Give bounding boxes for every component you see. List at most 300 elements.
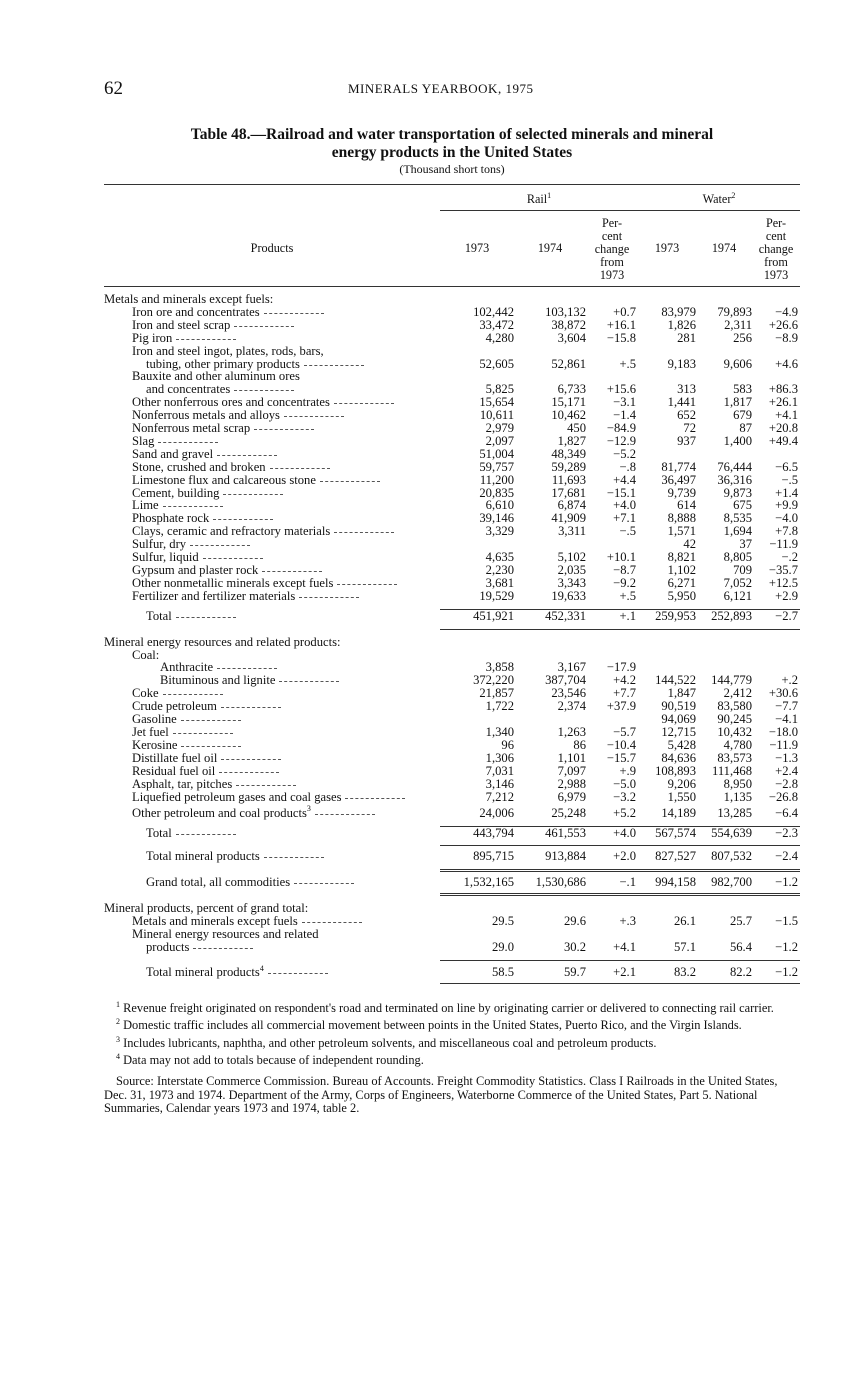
cell-w73: 9,183: [667, 356, 696, 371]
leader-dots: [264, 313, 324, 314]
row-label: Lime: [132, 498, 159, 513]
cell-wp: −26.8: [768, 789, 798, 804]
cell-rp: −5.7: [613, 724, 636, 739]
row-label: Other nonmetallic minerals except fuels: [132, 575, 334, 590]
page-header: [104, 78, 804, 100]
leader-dots: [334, 532, 394, 533]
footnote-mark: 1: [116, 1000, 120, 1009]
cell-r74: 450: [567, 421, 586, 436]
cell-rp: +16.1: [606, 317, 636, 332]
cell-r73: 102,442: [473, 304, 514, 319]
cell-w74: 1,817: [723, 395, 752, 410]
cell-w73: 313: [677, 382, 696, 397]
cell-empty: [440, 345, 514, 358]
cell-empty: [696, 345, 752, 358]
cell-w73: 994,158: [655, 875, 696, 890]
cell-wp: +12.5: [768, 575, 798, 590]
cell-wp: −2.8: [775, 776, 798, 791]
cell-r74: 11,693: [551, 472, 586, 487]
header-rail-1973: 1973: [440, 210, 514, 286]
leader-dots: [236, 785, 296, 786]
cell-empty: [586, 345, 638, 358]
cell-wp: −.5: [781, 472, 798, 487]
cell-w74: 8,950: [723, 776, 752, 791]
row-label: products: [146, 939, 190, 954]
cell-rp: −12.9: [606, 433, 636, 448]
row-label: Asphalt, tar, pitches: [132, 776, 233, 791]
leader-dots: [217, 455, 277, 456]
cell-w74: 56.4: [729, 939, 752, 954]
cell-rp: +2.0: [613, 849, 636, 864]
cell-r73: 51,004: [479, 446, 514, 461]
table-row: [104, 765, 800, 778]
row-label: Iron and steel scrap: [132, 317, 231, 332]
row-label: Limestone flux and calcareous stone: [132, 472, 316, 487]
leader-dots: [217, 668, 277, 669]
cell-rp: +10.1: [606, 550, 636, 565]
cell-w74: 90,245: [717, 712, 752, 727]
section-heading: Coal:: [132, 647, 160, 662]
cell-wp: +1.4: [775, 485, 798, 500]
cell-empty: [638, 345, 696, 358]
leader-dots: [234, 326, 294, 327]
total-row: [104, 610, 800, 623]
cell-w73: 84,636: [661, 750, 696, 765]
cell-wp: +.2: [781, 673, 798, 688]
cell-w73: 1,847: [667, 686, 696, 701]
cell-rp: +15.6: [606, 382, 636, 397]
row-label: Sand and gravel: [132, 446, 214, 461]
cell-w74: 36,316: [717, 472, 752, 487]
section-heading: Mineral energy resources and related products:: [104, 634, 341, 649]
cell-w73: 14,189: [661, 805, 696, 820]
cell-r74: 38,872: [551, 317, 586, 332]
cell-w73: 9,206: [667, 776, 696, 791]
cell-w73: 937: [677, 433, 696, 448]
running-title: MINERALS YEARBOOK, 1975: [348, 81, 534, 96]
leader-dots: [262, 571, 322, 572]
cell-r73: 52,605: [479, 356, 514, 371]
cell-r73: 29.0: [491, 939, 514, 954]
cell-r74: 23,546: [551, 686, 586, 701]
page-number: 62: [104, 78, 123, 99]
row-label: Fertilizer and fertilizer materials: [132, 588, 296, 603]
cell-w74: 37: [739, 537, 752, 552]
cell-wp: +20.8: [768, 421, 798, 436]
table-row: [104, 319, 800, 332]
cell-w74: 83,573: [717, 750, 752, 765]
table-row: [104, 941, 800, 954]
cell-rp: −17.9: [606, 660, 636, 675]
table-row: [104, 590, 800, 603]
cell-r73: 58.5: [491, 965, 514, 980]
cell-wp: +2.9: [775, 588, 798, 603]
cell-rp: −5.2: [613, 446, 636, 461]
cell-wp: +26.1: [768, 395, 798, 410]
cell-r73: 2,097: [485, 433, 514, 448]
cell-rp: +.5: [619, 588, 636, 603]
footnote: [104, 1033, 800, 1050]
cell-rp: +7.1: [613, 511, 636, 526]
cell-w74: 83,580: [717, 699, 752, 714]
cell-empty: [440, 928, 514, 941]
table-row: [104, 739, 800, 752]
cell-r74: 2,988: [557, 776, 586, 791]
cell-w73: 94,069: [661, 712, 696, 727]
cell-r74: 30.2: [563, 939, 586, 954]
total-row: [104, 963, 800, 979]
cell-r74: 6,979: [557, 789, 586, 804]
leader-dots: [223, 494, 283, 495]
table-row: [104, 726, 800, 739]
leader-dots: [221, 759, 281, 760]
cell-r74: 452,331: [545, 608, 586, 623]
cell-w73: 567,574: [655, 825, 696, 840]
cell-w73: 57.1: [673, 939, 696, 954]
cell-w73: 652: [677, 408, 696, 423]
cell-r74: 59.7: [563, 965, 586, 980]
cell-rp: +4.0: [613, 825, 636, 840]
cell-empty: [514, 928, 586, 941]
cell-empty: [638, 928, 696, 941]
leader-dots: [203, 558, 263, 559]
cell-w73: [638, 448, 696, 461]
cell-w73: 144,522: [655, 673, 696, 688]
table-row: [104, 306, 800, 319]
leader-dots: [294, 883, 354, 884]
cell-r74: 6,733: [557, 382, 586, 397]
cell-empty: [514, 345, 586, 358]
header-rail-pct: Per- cent change from 1973: [586, 210, 638, 286]
cell-wp: +26.6: [768, 317, 798, 332]
cell-rp: +4.0: [613, 498, 636, 513]
leader-dots: [221, 707, 281, 708]
cell-r74: 29.6: [563, 914, 586, 929]
leader-dots: [345, 798, 405, 799]
row-label: Clays, ceramic and refractory materials: [132, 524, 331, 539]
cell-w74: 554,639: [711, 825, 752, 840]
cell-r73: 372,220: [473, 673, 514, 688]
cell-rp: −84.9: [606, 421, 636, 436]
cell-wp: −1.5: [775, 914, 798, 929]
cell-w74: 807,532: [711, 849, 752, 864]
cell-w74: 13,285: [717, 805, 752, 820]
cell-r74: 5,102: [557, 550, 586, 565]
row-label: Gasoline: [132, 712, 177, 727]
cell-r74: 1,101: [557, 750, 586, 765]
cell-r74: 59,289: [551, 459, 586, 474]
leader-dots: [176, 617, 236, 618]
cell-rp: −15.1: [606, 485, 636, 500]
cell-w74: 2,311: [724, 317, 752, 332]
cell-r74: 3,167: [557, 660, 586, 675]
cell-wp: +7.8: [775, 524, 798, 539]
leader-dots: [320, 481, 380, 482]
cell-rp: +.1: [619, 608, 636, 623]
cell-w74: 675: [733, 498, 752, 513]
cell-r73: 19,529: [479, 588, 514, 603]
cell-r73: 21,857: [479, 686, 514, 701]
cell-r73: 15,654: [479, 395, 514, 410]
footnote-text: Includes lubricants, naphtha, and other petroleum solvents, and miscellaneous coal and petroleum products.: [123, 1035, 657, 1050]
table-row: [104, 778, 800, 791]
row-label: Anthracite: [160, 660, 214, 675]
cell-w73: 259,953: [655, 608, 696, 623]
header-rail-1974: 1974: [514, 210, 586, 286]
cell-r73: 1,340: [485, 724, 514, 739]
cell-r73: 24,006: [479, 805, 514, 820]
cell-wp: +9.9: [775, 498, 798, 513]
cell-rp: +0.7: [613, 304, 636, 319]
cell-w73: 8,821: [667, 550, 696, 565]
cell-r73: 1,722: [485, 699, 514, 714]
leader-dots: [334, 403, 394, 404]
cell-rp: +4.2: [613, 673, 636, 688]
row-label: Residual fuel oil: [132, 763, 216, 778]
cell-w74: 583: [733, 382, 752, 397]
cell-w73: 108,893: [655, 763, 696, 778]
row-label: Other nonferrous ores and concentrates: [132, 395, 330, 410]
cell-r74: 1,530,686: [535, 875, 586, 890]
cell-w73: 1,826: [667, 317, 696, 332]
cell-w74: 256: [733, 330, 752, 345]
cell-w73: 1,550: [667, 789, 696, 804]
cell-w73: 1,571: [667, 524, 696, 539]
cell-r74: 103,132: [545, 304, 586, 319]
leader-dots: [299, 597, 359, 598]
table-row: [104, 435, 800, 448]
cell-r74: 41,909: [551, 511, 586, 526]
cell-wp: −7.7: [775, 699, 798, 714]
data-table: [104, 184, 800, 984]
leader-dots: [302, 922, 362, 923]
cell-w74: 8,535: [723, 511, 752, 526]
row-label: Jet fuel: [132, 724, 169, 739]
cell-wp: −1.2: [775, 939, 798, 954]
header-products: Products: [104, 210, 440, 286]
cell-w74: 6,121: [723, 588, 752, 603]
cell-w74: 982,700: [711, 875, 752, 890]
cell-wp: −11.9: [769, 537, 798, 552]
cell-r74: 2,374: [557, 699, 586, 714]
cell-w73: 1,102: [667, 563, 696, 577]
table-unit: (Thousand short tons): [399, 162, 505, 176]
footnote-mark: 2: [116, 1017, 120, 1027]
cell-r73: 4,280: [485, 330, 514, 345]
leader-dots: [163, 506, 223, 507]
leader-dots: [213, 519, 273, 520]
leader-dots: [315, 814, 375, 815]
cell-w73: 5,950: [667, 588, 696, 603]
leader-dots: [304, 365, 364, 366]
row-label: Other petroleum and coal products: [132, 805, 307, 820]
cell-w74: 7,052: [723, 575, 752, 590]
cell-wp: −6.5: [775, 459, 798, 474]
cell-wp: +49.4: [768, 433, 798, 448]
cell-r73: 20,835: [479, 485, 514, 500]
cell-r73: 3,681: [485, 575, 514, 590]
cell-w73: 6,271: [667, 575, 696, 590]
cell-rp: −15.8: [606, 330, 636, 345]
cell-rp: −.1: [619, 875, 636, 890]
cell-w74: 1,694: [723, 524, 752, 539]
cell-rp: −3.2: [613, 789, 636, 804]
cell-w74: 87: [739, 421, 752, 436]
cell-r73: 895,715: [473, 849, 514, 864]
cell-rp: −.8: [619, 459, 636, 474]
footnote: [104, 1050, 800, 1067]
cell-empty: [696, 928, 752, 941]
cell-w73: 26.1: [673, 914, 696, 929]
footnote: [104, 1015, 800, 1032]
cell-wp: +2.4: [775, 763, 798, 778]
table-row: [104, 474, 800, 487]
row-label: Mineral energy resources and related: [132, 927, 319, 942]
cell-w74: 2,412: [723, 686, 752, 701]
cell-empty: [752, 928, 800, 941]
cell-w74: 252,893: [711, 608, 752, 623]
footnote-mark: 4: [116, 1051, 120, 1061]
cell-w73: 281: [677, 330, 696, 345]
cell-w74: 8,805: [723, 550, 752, 565]
cell-wp: −4.9: [775, 304, 798, 319]
cell-rp: +.3: [619, 914, 636, 929]
cell-w73: 1,441: [667, 395, 696, 410]
leader-dots: [284, 416, 344, 417]
cell-wp: −4.0: [775, 511, 798, 526]
cell-w74: 9,873: [723, 485, 752, 500]
cell-r73: 7,031: [485, 763, 514, 778]
cell-wp: −8.9: [775, 330, 798, 345]
cell-w73: 12,715: [661, 724, 696, 739]
section-heading: Metals and minerals except fuels:: [104, 291, 274, 306]
cell-r73: 2,230: [485, 563, 514, 577]
cell-w73: 72: [683, 421, 696, 436]
row-label: Sulfur, dry: [132, 537, 187, 552]
cell-r73: 3,858: [485, 660, 514, 675]
cell-r74: 19,633: [551, 588, 586, 603]
footnote-mark: 3: [116, 1034, 120, 1044]
cell-w73: 9,739: [667, 485, 696, 500]
cell-rp: −9.2: [613, 575, 636, 590]
row-label: Total mineral products: [146, 849, 260, 864]
row-label: Liquefied petroleum gases and coal gases: [132, 789, 342, 804]
table-row: [104, 448, 800, 461]
cell-r73: 1,532,165: [463, 875, 514, 890]
row-label: Metals and minerals except fuels: [132, 914, 298, 929]
cell-w74: 25.7: [729, 914, 752, 929]
table-row: [104, 803, 800, 819]
cell-rp: +.9: [619, 763, 636, 778]
row-label: Nonferrous metal scrap: [132, 421, 251, 436]
total-row: [104, 827, 800, 840]
cell-r74: 52,861: [551, 356, 586, 371]
header-water-1973: 1973: [638, 210, 696, 286]
cell-wp: −6.4: [775, 805, 798, 820]
cell-r74: 15,171: [551, 395, 586, 410]
leader-dots: [173, 733, 233, 734]
cell-empty: [752, 345, 800, 358]
cell-w73: 83.2: [673, 965, 696, 980]
cell-r74: 6,874: [557, 498, 586, 513]
cell-r73: 451,921: [473, 608, 514, 623]
row-label: tubing, other primary products: [146, 356, 300, 371]
source-note: Source: Interstate Commerce Commission. Bureau of Accounts. Freight Commodity Statistics. Class I Railroads in the United States, Dec. 31, 1973 and 1974. Department of the Army, Corps of Engineers, Waterborne Commerce of the United States, Part 5. National Summaries, Calendar years 1973 and 1974, table 2.: [104, 1074, 778, 1115]
table-row: [104, 752, 800, 765]
cell-wp: −2.4: [775, 849, 798, 864]
row-label: Kerosine: [132, 737, 178, 752]
row-label: Distillate fuel oil: [132, 750, 218, 765]
cell-r73: 443,794: [473, 825, 514, 840]
cell-rp: −.5: [619, 524, 636, 539]
cell-empty: [586, 928, 638, 941]
cell-r73: 5,825: [485, 382, 514, 397]
cell-w74: 679: [733, 408, 752, 423]
cell-wp: −18.0: [768, 724, 798, 739]
cell-w74: 9,606: [723, 356, 752, 371]
cell-r74: 2,035: [557, 563, 586, 577]
table-row: [104, 564, 800, 577]
table-row: [104, 345, 800, 358]
cell-wp: +4.6: [775, 356, 798, 371]
leader-dots: [158, 442, 218, 443]
row-label: Stone, crushed and broken: [132, 459, 266, 474]
header-water: Water$^2$: [638, 185, 800, 211]
cell-w74: 76,444: [717, 459, 752, 474]
cell-r74: 25,248: [551, 805, 586, 820]
row-label: Nonferrous metals and alloys: [132, 408, 280, 423]
cell-wp: −35.7: [768, 563, 798, 577]
cell-wp: +86.3: [768, 382, 798, 397]
cell-w73: 90,519: [661, 699, 696, 714]
cell-w74: 1,400: [723, 433, 752, 448]
leader-dots: [163, 694, 223, 695]
cell-r73: 7,212: [485, 789, 514, 804]
table-row: [104, 461, 800, 474]
footnote-ref: 4: [259, 963, 264, 973]
cell-r73: 10,611: [479, 408, 514, 423]
header-water-pct: Per- cent change from 1973: [752, 210, 800, 286]
section-heading: Mineral products, percent of grand total:: [104, 901, 309, 916]
cell-wp: −1.2: [775, 965, 798, 980]
cell-w74: 79,893: [717, 304, 752, 319]
table-row: [104, 422, 800, 435]
leader-dots: [190, 545, 250, 546]
cell-rp: −1.4: [613, 408, 636, 423]
cell-wp: −1.3: [775, 750, 798, 765]
total-mineral-row: [104, 850, 800, 863]
leader-dots: [268, 973, 328, 974]
rule-row: [104, 983, 800, 984]
cell-w74: 144,779: [711, 673, 752, 688]
cell-rp: +4.1: [613, 939, 636, 954]
footnote: [104, 998, 800, 1015]
cell-w74: 1,135: [723, 789, 752, 804]
row-label: and concentrates: [146, 382, 231, 397]
row-label: Grand total, all commodities: [146, 875, 291, 890]
table-title: Table 48.—Railroad and water transportation of selected minerals and mineral energy products in the United States: [190, 126, 714, 161]
cell-wp: −1.2: [775, 875, 798, 890]
spacer-row: [104, 863, 800, 871]
cell-w73: 5,428: [667, 737, 696, 752]
header-blank: [104, 185, 440, 211]
row-label: Bituminous and lignite: [160, 673, 276, 688]
cell-r73: 29.5: [491, 914, 514, 929]
cell-wp: +30.6: [768, 686, 798, 701]
cell-wp: [752, 448, 800, 461]
cell-w74: 82.2: [729, 965, 752, 980]
cell-rp: −15.7: [606, 750, 636, 765]
